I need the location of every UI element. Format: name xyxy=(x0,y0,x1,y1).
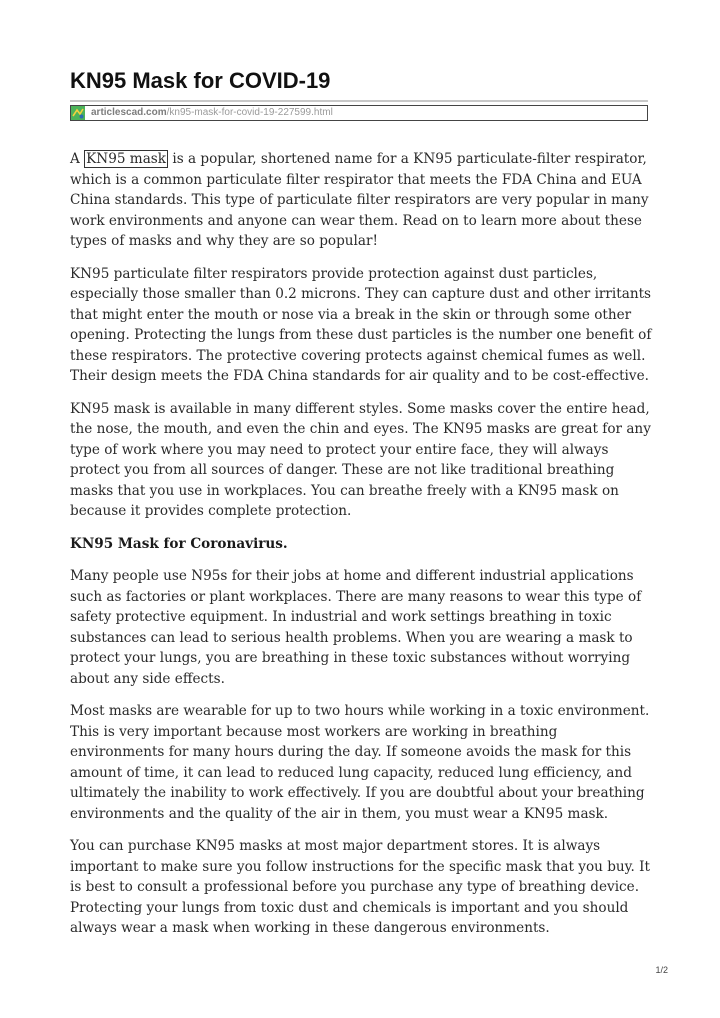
page-number: 1/2 xyxy=(655,965,668,975)
intro-paragraph xyxy=(70,149,655,252)
site-favicon-icon xyxy=(71,106,85,120)
source-link[interactable] xyxy=(91,106,333,120)
kn95-mask-link[interactable]: KN95 mask xyxy=(86,151,167,167)
intro-prefix: A xyxy=(70,151,85,167)
source-url-bar[interactable] xyxy=(70,105,648,121)
article-body xyxy=(70,149,655,951)
intro-suffix: is a popular, shortened name for a KN95 particulate-filter respirator, which is a common particulate filter respirator that meets the FDA China and EUA China standards. This type of particulate filter respirators are very popular in many work environments and anyone can wear them. Read on to learn more about these types of masks and why they are so popular! xyxy=(70,151,649,249)
article-title: KN95 Mask for COVID-19 xyxy=(70,68,331,93)
section-heading: KN95 Mask for Coronavirus. xyxy=(70,535,288,552)
title-divider xyxy=(70,100,648,102)
source-domain: articlescad.com xyxy=(91,107,167,118)
section-paragraph: You can purchase KN95 masks at most major department stores. It is always important to make sure you follow instructions for the specific mask that you buy. It is best to consult a professional before you purchase any type of breathing device. Protecting your lungs from toxic dust and chemicals is important and you should always wear a mask when working in these dangerous environments. xyxy=(70,838,651,936)
body-paragraph: KN95 particulate filter respirators provide protection against dust particles, especially those smaller than 0.2 microns. They can capture dust and other irritants that might enter the mouth or nose via a break in the skin or through some other opening. Protecting the lungs from these dust particles is the number one benefit of these respirators. The protective covering protects against chemical fumes as well. Their design meets the FDA China standards for air quality and to be cost-effective. xyxy=(70,265,652,384)
body-paragraph: KN95 mask is available in many different styles. Some masks cover the entire head, the nose, the mouth, and even the chin and eyes. The KN95 masks are great for any type of work where you may need to protect your entire face, they will always protect you from all sources of danger. These are not like traditional breathing masks that you use in workplaces. You can breathe freely with a KN95 mask on because it provides complete protection. xyxy=(70,400,651,519)
source-path: /kn95-mask-for-covid-19-227599.html xyxy=(166,107,333,118)
section-paragraph: Most masks are wearable for up to two hours while working in a toxic environment. This is very important because most workers are working in breathing environments for many hours during the day. If someone avoids the mask for this amount of time, it can lead to reduced lung capacity, reduced lung efficiency, and ultimately the inability to work effectively. If you are doubtful about your breathing environments and the quality of the air in them, you must wear a KN95 mask. xyxy=(70,703,650,822)
section-paragraph: Many people use N95s for their jobs at home and different industrial applications such as factories or plant workplaces. There are many reasons to wear this type of safety protective equipment. In industrial and work settings breathing in toxic substances can lead to serious health problems. When you are wearing a mask to protect your lungs, you are breathing in these toxic substances without worrying about any side effects. xyxy=(70,568,642,687)
